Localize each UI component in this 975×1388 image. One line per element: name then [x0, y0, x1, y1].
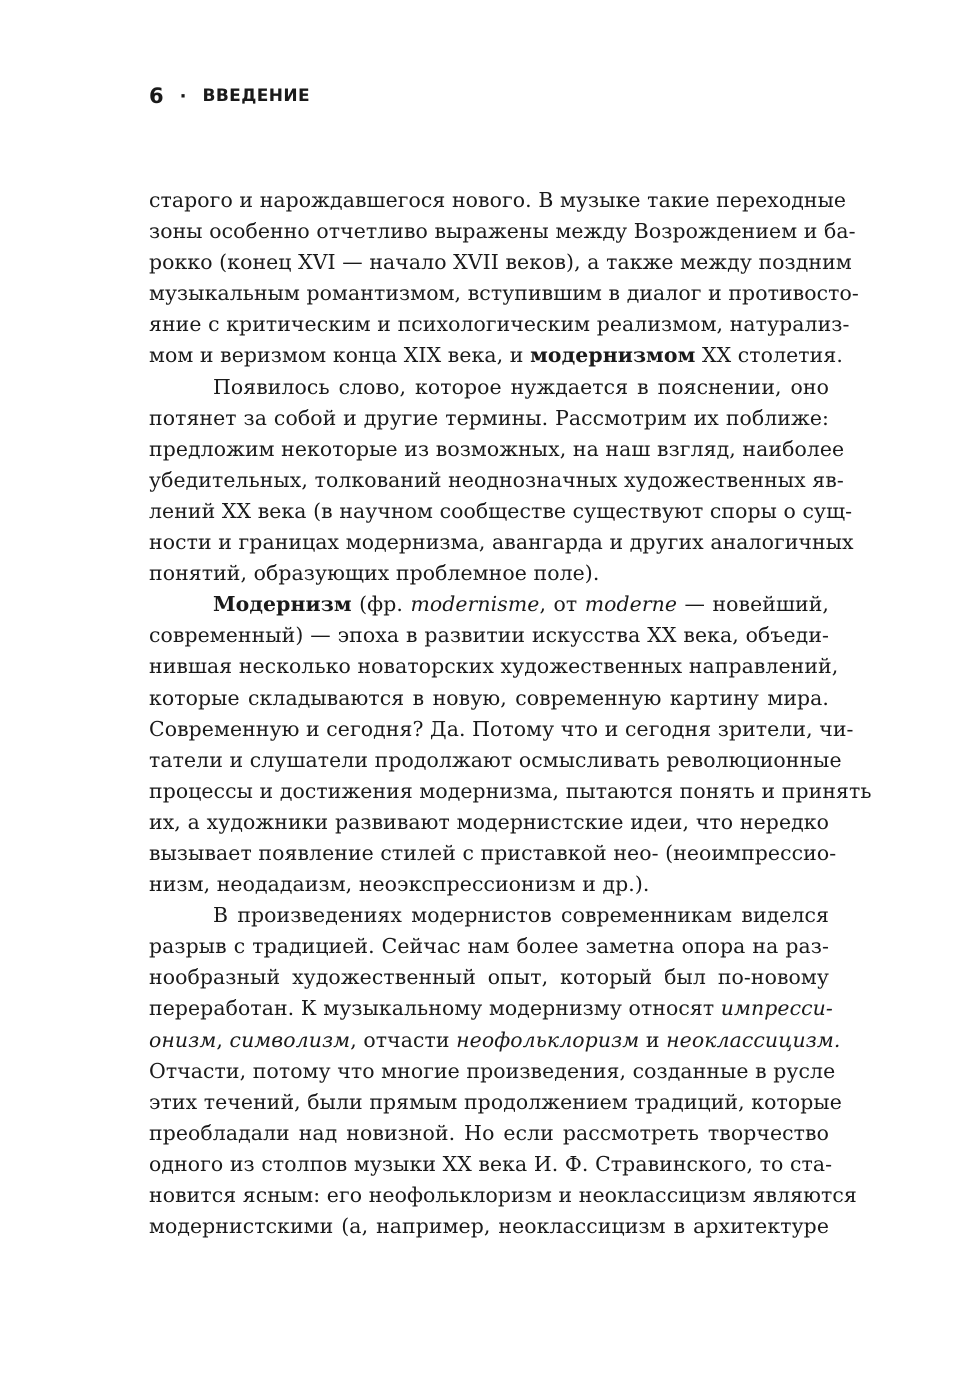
section-title: ВВЕДЕНИЕ	[202, 86, 311, 106]
text-line: модернистскими (а, например, неоклассицизм в архитектуре	[149, 1214, 829, 1239]
text-line: нообразный художественный опыт, который был по-новому	[149, 965, 829, 990]
text-line: этих течений, были прямым продолжением традиций, которые	[149, 1089, 842, 1114]
text-line: Появилось слово, которое нуждается в пояснении, оно	[213, 374, 829, 399]
text-line: Современную и сегодня? Да. Потому что и сегодня зрители, чи-	[149, 716, 854, 741]
text-line: потянет за собой и другие термины. Рассмотрим их поближе:	[149, 405, 829, 430]
text-line: рокко (конец XVI — начало XVII веков), а также между поздним	[149, 250, 852, 275]
text-line: зоны особенно отчетливо выражены между Возрождением и ба-	[149, 219, 856, 244]
running-head	[149, 84, 310, 108]
text-line: ности и границах модернизма, авангарда и других аналогичных	[149, 530, 854, 555]
text-line: онизм, символизм, отчасти неофольклоризм и неоклассицизм.	[149, 1027, 841, 1052]
text-line: музыкальным романтизмом, вступившим в диалог и противосто-	[149, 281, 859, 306]
running-head-separator: ·	[179, 85, 187, 107]
text-line: низм, неодадаизм, неоэкспрессионизм и др.).	[149, 872, 650, 897]
text-line: понятий, образующих проблемное поле).	[149, 561, 600, 586]
text-line: процессы и достижения модернизма, пытаются понять и принять	[149, 778, 872, 803]
term-modernism-bold: модернизмом	[530, 343, 696, 368]
text-line: преобладали над новизной. Но если рассмотреть творчество	[149, 1120, 829, 1145]
text-line: В произведениях модернистов современникам виделся	[213, 903, 829, 928]
text-line: нившая несколько новаторских художественных направлений,	[149, 654, 839, 679]
definition-term: Модернизм	[213, 592, 352, 617]
page-number: 6	[149, 84, 164, 108]
text-line: старого и нарождавшегося нового. В музыке такие переходные	[149, 188, 847, 212]
text-line: лений XX века (в научном сообществе существуют споры о сущ-	[149, 498, 853, 523]
text-line: убедительных, толкований неоднозначных художественных яв-	[149, 467, 844, 492]
text-line: новится ясным: его неофольклоризм и неоклассицизм являются	[149, 1183, 857, 1207]
text-line: татели и слушатели продолжают осмысливать революционные	[149, 747, 842, 772]
text-line: их, а художники развивают модернистские идеи, что нередко	[149, 809, 829, 834]
text-line: предложим некоторые из возможных, на наш взгляд, наиболее	[149, 436, 845, 461]
text-line: мом и веризмом конца XIX века, и модернизмом XX столетия.	[149, 343, 843, 368]
text-line: Модернизм (фр. modernisme, от moderne — новейший,	[213, 592, 829, 617]
body-text	[149, 185, 872, 1242]
text-line: вызывает появление стилей с приставкой нео- (неоимпрессио-	[149, 840, 837, 865]
text-line: разрыв с традицией. Сейчас нам более заметна опора на раз-	[149, 934, 829, 959]
text-line: Отчасти, потому что многие произведения, созданные в русле	[149, 1058, 836, 1083]
text-line: переработан. К музыкальному модернизму относят импресси-	[149, 996, 833, 1021]
text-line: одного из столпов музыки XX века И. Ф. Стравинского, то ста-	[149, 1151, 833, 1176]
text-line: которые складываются в новую, современную картину мира.	[149, 685, 829, 710]
text-line: яние с критическим и психологическим реализмом, натурализ-	[149, 312, 850, 337]
text-line: современный) — эпоха в развитии искусства XX века, объеди-	[149, 623, 829, 648]
